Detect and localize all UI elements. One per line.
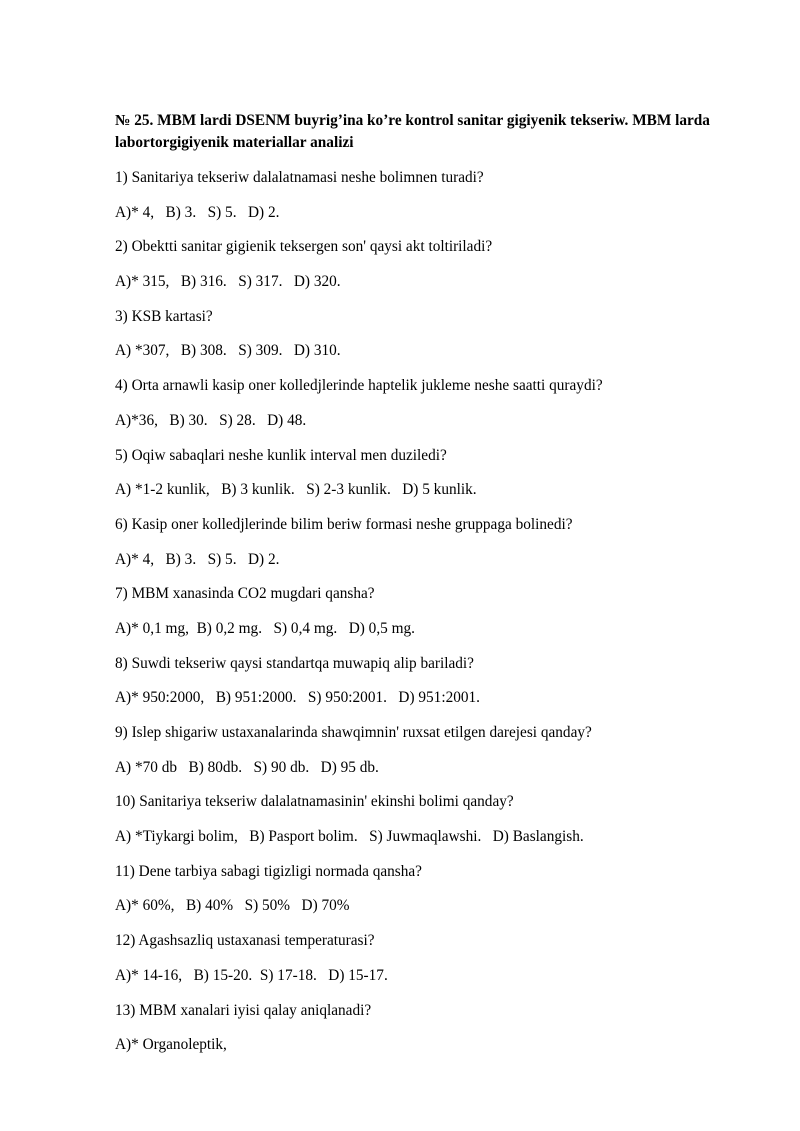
answer-options: A) *307, B) 308. S) 309. D) 310. [115, 342, 341, 360]
answer-options: A)* 0,1 mg, B) 0,2 mg. S) 0,4 mg. D) 0,5 mg. [115, 619, 415, 637]
answer-options: A) *70 db B) 80db. S) 90 db. D) 95 db. [115, 758, 379, 776]
document-page [115, 110, 715, 1070]
question-text: 5) Oqiw sabaqlari neshe kunlik interval men duziledi? [115, 446, 447, 464]
question-list [115, 168, 715, 1055]
question-text: 1) Sanitariya tekseriw dalalatnamasi neshe bolimnen turadi? [115, 169, 484, 186]
question-text: 10) Sanitariya tekseriw dalalatnamasinin' ekinshi bolimi qanday? [115, 793, 514, 811]
document-title: № 25. MBM lardi DSENM buyrig’ina ko’re kontrol sanitar gigiyenik tekseriw. MBM larda labortorgigiyenik materiallar analizi [115, 112, 710, 151]
question-text: 3) KSB kartasi? [115, 307, 213, 325]
question-text: 8) Suwdi tekseriw qaysi standartqa muwapiq alip bariladi? [115, 654, 474, 672]
answer-options: A) *Tiykargi bolim, B) Pasport bolim. S) Juwmaqlawshi. D) Baslangish. [115, 828, 584, 846]
question-text: 2) Obektti sanitar gigienik teksergen son' qaysi akt toltiriladi? [115, 238, 493, 256]
answer-options: A)* Organoleptik, [115, 1036, 227, 1054]
question-text: 4) Orta arnawli kasip oner kolledjlerinde haptelik jukleme neshe saatti quraydi? [115, 377, 603, 395]
answer-options: A)* 14-16, B) 15-20. S) 17-18. D) 15-17. [115, 966, 388, 984]
answer-options: A)*36, B) 30. S) 28. D) 48. [115, 411, 307, 429]
answer-options: A)* 4, B) 3. S) 5. D) 2. [115, 550, 280, 568]
answer-options: A)* 4, B) 3. S) 5. D) 2. [115, 203, 280, 221]
answer-options: A) *1-2 kunlik, B) 3 kunlik. S) 2-3 kunlik. D) 5 kunlik. [115, 481, 477, 499]
answer-options: A)* 60%, B) 40% S) 50% D) 70% [115, 897, 350, 915]
question-text: 12) Agashsazliq ustaxanasi temperaturasi? [115, 932, 375, 950]
question-text: 7) MBM xanasinda CO2 mugdari qansha? [115, 585, 375, 603]
question-text: 6) Kasip oner kolledjlerinde bilim beriw formasi neshe gruppaga bolinedi? [115, 515, 573, 533]
answer-options: A)* 315, B) 316. S) 317. D) 320. [115, 273, 341, 291]
question-text: 9) Islep shigariw ustaxanalarinda shawqimnin' ruxsat etilgen darejesi qanday? [115, 724, 592, 741]
answer-options: A)* 950:2000, B) 951:2000. S) 950:2001. D) 951:2001. [115, 689, 480, 707]
question-text: 11) Dene tarbiya sabagi tigizligi normada qansha? [115, 862, 422, 880]
question-text: 13) MBM xanalari iyisi qalay aniqlanadi? [115, 1001, 372, 1019]
